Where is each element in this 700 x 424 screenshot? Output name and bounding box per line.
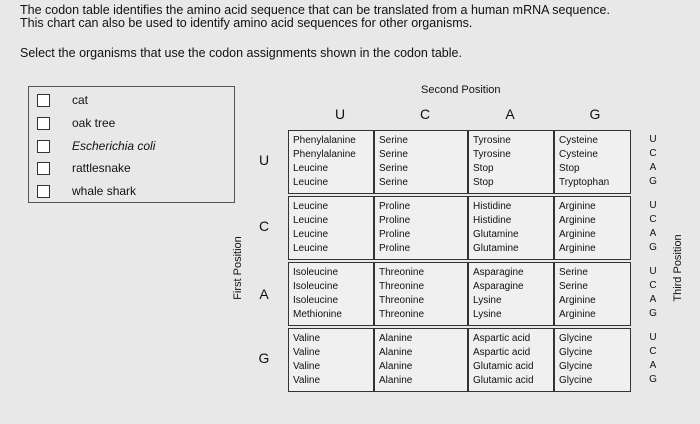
choice-label: oak tree: [72, 116, 116, 130]
codon-cell-uu: [288, 130, 374, 194]
amino-acid: Leucine: [293, 177, 329, 188]
amino-acid: Phenylalanine: [293, 135, 356, 146]
second-position-label: Second Position: [421, 84, 501, 96]
intro-line-1: The codon table identifies the amino acid sequence that can be translated from a human mRNA sequence.: [20, 3, 610, 17]
amino-acid: Serine: [379, 177, 408, 188]
third-position-label: Third Position: [672, 234, 684, 302]
amino-acid: Glutamic acid: [473, 361, 534, 372]
third-position-letter: G: [649, 176, 657, 187]
amino-acid: Serine: [559, 267, 588, 278]
choice-label: cat: [72, 93, 89, 107]
amino-acid: Threonine: [379, 295, 425, 306]
amino-acid: Glycine: [559, 347, 593, 358]
third-position-letter: A: [649, 294, 657, 305]
choice-rattlesnake[interactable]: [37, 159, 131, 177]
amino-acid: Aspartic acid: [473, 347, 531, 358]
amino-acid: Arginine: [559, 215, 596, 226]
col-header-g: G: [589, 106, 601, 122]
choice-oak-tree[interactable]: [37, 114, 115, 132]
checkbox[interactable]: [37, 140, 50, 153]
third-position-letter: C: [649, 280, 657, 291]
codon-cell-aa: [468, 262, 554, 326]
choice-cat[interactable]: [37, 91, 88, 109]
amino-acid: Valine: [293, 375, 321, 386]
amino-acid: Glycine: [559, 375, 593, 386]
amino-acid: Arginine: [559, 295, 596, 306]
checkbox[interactable]: [37, 117, 50, 130]
amino-acid: Serine: [379, 135, 408, 146]
row-header-u: U: [258, 152, 270, 168]
amino-acid: Tyrosine: [473, 149, 511, 160]
third-position-letter: U: [649, 134, 657, 145]
amino-acid: Arginine: [559, 201, 596, 212]
codon-cell-ac: [374, 262, 468, 326]
amino-acid: Serine: [379, 149, 408, 160]
third-position-letter: U: [649, 200, 657, 211]
row-header-a: A: [259, 286, 269, 302]
amino-acid: Leucine: [293, 243, 329, 254]
row-header-g: G: [258, 350, 270, 366]
amino-acid: Isoleucine: [293, 295, 339, 306]
choice-escherichia-coli[interactable]: [37, 137, 155, 155]
third-position-letter: A: [649, 162, 657, 173]
amino-acid: Proline: [379, 243, 411, 254]
codon-cell-gu: [288, 328, 374, 392]
amino-acid: Leucine: [293, 201, 329, 212]
amino-acid: Threonine: [379, 309, 425, 320]
amino-acid: Arginine: [559, 229, 596, 240]
amino-acid: Leucine: [293, 229, 329, 240]
choice-label: Escherichia coli: [72, 139, 156, 153]
third-position-letter: A: [649, 360, 657, 371]
amino-acid: Lysine: [473, 309, 502, 320]
third-position-letter: G: [649, 308, 657, 319]
amino-acid: Aspartic acid: [473, 333, 531, 344]
col-header-a: A: [505, 106, 515, 122]
choice-whale-shark[interactable]: [37, 182, 136, 200]
checkbox[interactable]: [37, 185, 50, 198]
amino-acid: Proline: [379, 215, 411, 226]
amino-acid: Threonine: [379, 267, 425, 278]
amino-acid: Serine: [559, 281, 588, 292]
codon-cell-au: [288, 262, 374, 326]
amino-acid: Tyrosine: [473, 135, 511, 146]
amino-acid: Glycine: [559, 361, 593, 372]
amino-acid: Stop: [473, 177, 494, 188]
amino-acid: Alanine: [379, 333, 413, 344]
third-position-letter: G: [649, 242, 657, 253]
amino-acid: Valine: [293, 347, 321, 358]
amino-acid: Glycine: [559, 333, 593, 344]
checkbox[interactable]: [37, 162, 50, 175]
amino-acid: Valine: [293, 361, 321, 372]
amino-acid: Glutamine: [473, 243, 519, 254]
codon-cell-cu: [288, 196, 374, 260]
third-position-letter: C: [649, 346, 657, 357]
first-position-label: First Position: [232, 236, 244, 300]
instruction-text: Select the organisms that use the codon assignments shown in the codon table.: [20, 46, 462, 60]
choice-label: rattlesnake: [72, 161, 131, 175]
codon-cell-ug: [554, 130, 631, 194]
amino-acid: Histidine: [473, 201, 512, 212]
amino-acid: Arginine: [559, 243, 596, 254]
third-position-letter: G: [649, 374, 657, 385]
organism-choices: [28, 86, 235, 203]
amino-acid: Tryptophan: [559, 177, 610, 188]
amino-acid: Glutamine: [473, 229, 519, 240]
choice-label: whale shark: [72, 184, 137, 198]
codon-cell-gc: [374, 328, 468, 392]
third-position-letter: C: [649, 148, 657, 159]
third-position-letter: U: [649, 332, 657, 343]
amino-acid: Alanine: [379, 361, 413, 372]
amino-acid: Histidine: [473, 215, 512, 226]
amino-acid: Leucine: [293, 163, 329, 174]
amino-acid: Proline: [379, 201, 411, 212]
amino-acid: Cysteine: [559, 149, 598, 160]
amino-acid: Methionine: [293, 309, 342, 320]
amino-acid: Proline: [379, 229, 411, 240]
codon-cell-uc: [374, 130, 468, 194]
codon-cell-ca: [468, 196, 554, 260]
codon-cell-ua: [468, 130, 554, 194]
amino-acid: Stop: [559, 163, 580, 174]
amino-acid: Alanine: [379, 375, 413, 386]
codon-cell-ag: [554, 262, 631, 326]
third-position-letter: A: [649, 228, 657, 239]
amino-acid: Phenylalanine: [293, 149, 356, 160]
codon-cell-cg: [554, 196, 631, 260]
amino-acid: Cysteine: [559, 135, 598, 146]
row-header-c: C: [258, 218, 270, 234]
codon-cell-ga: [468, 328, 554, 392]
amino-acid: Leucine: [293, 215, 329, 226]
amino-acid: Arginine: [559, 309, 596, 320]
amino-acid: Alanine: [379, 347, 413, 358]
intro-text: [20, 4, 610, 30]
codon-cell-gg: [554, 328, 631, 392]
amino-acid: Asparagine: [473, 267, 524, 278]
checkbox[interactable]: [37, 94, 50, 107]
amino-acid: Stop: [473, 163, 494, 174]
amino-acid: Isoleucine: [293, 281, 339, 292]
amino-acid: Asparagine: [473, 281, 524, 292]
amino-acid: Threonine: [379, 281, 425, 292]
amino-acid: Valine: [293, 333, 321, 344]
col-header-c: C: [419, 106, 431, 122]
codon-table: [288, 130, 631, 392]
intro-line-2: This chart can also be used to identify amino acid sequences for other organisms.: [20, 16, 473, 30]
amino-acid: Glutamic acid: [473, 375, 534, 386]
amino-acid: Isoleucine: [293, 267, 339, 278]
amino-acid: Serine: [379, 163, 408, 174]
third-position-letter: C: [649, 214, 657, 225]
col-header-u: U: [334, 106, 346, 122]
amino-acid: Lysine: [473, 295, 502, 306]
third-position-letter: U: [649, 266, 657, 277]
codon-cell-cc: [374, 196, 468, 260]
